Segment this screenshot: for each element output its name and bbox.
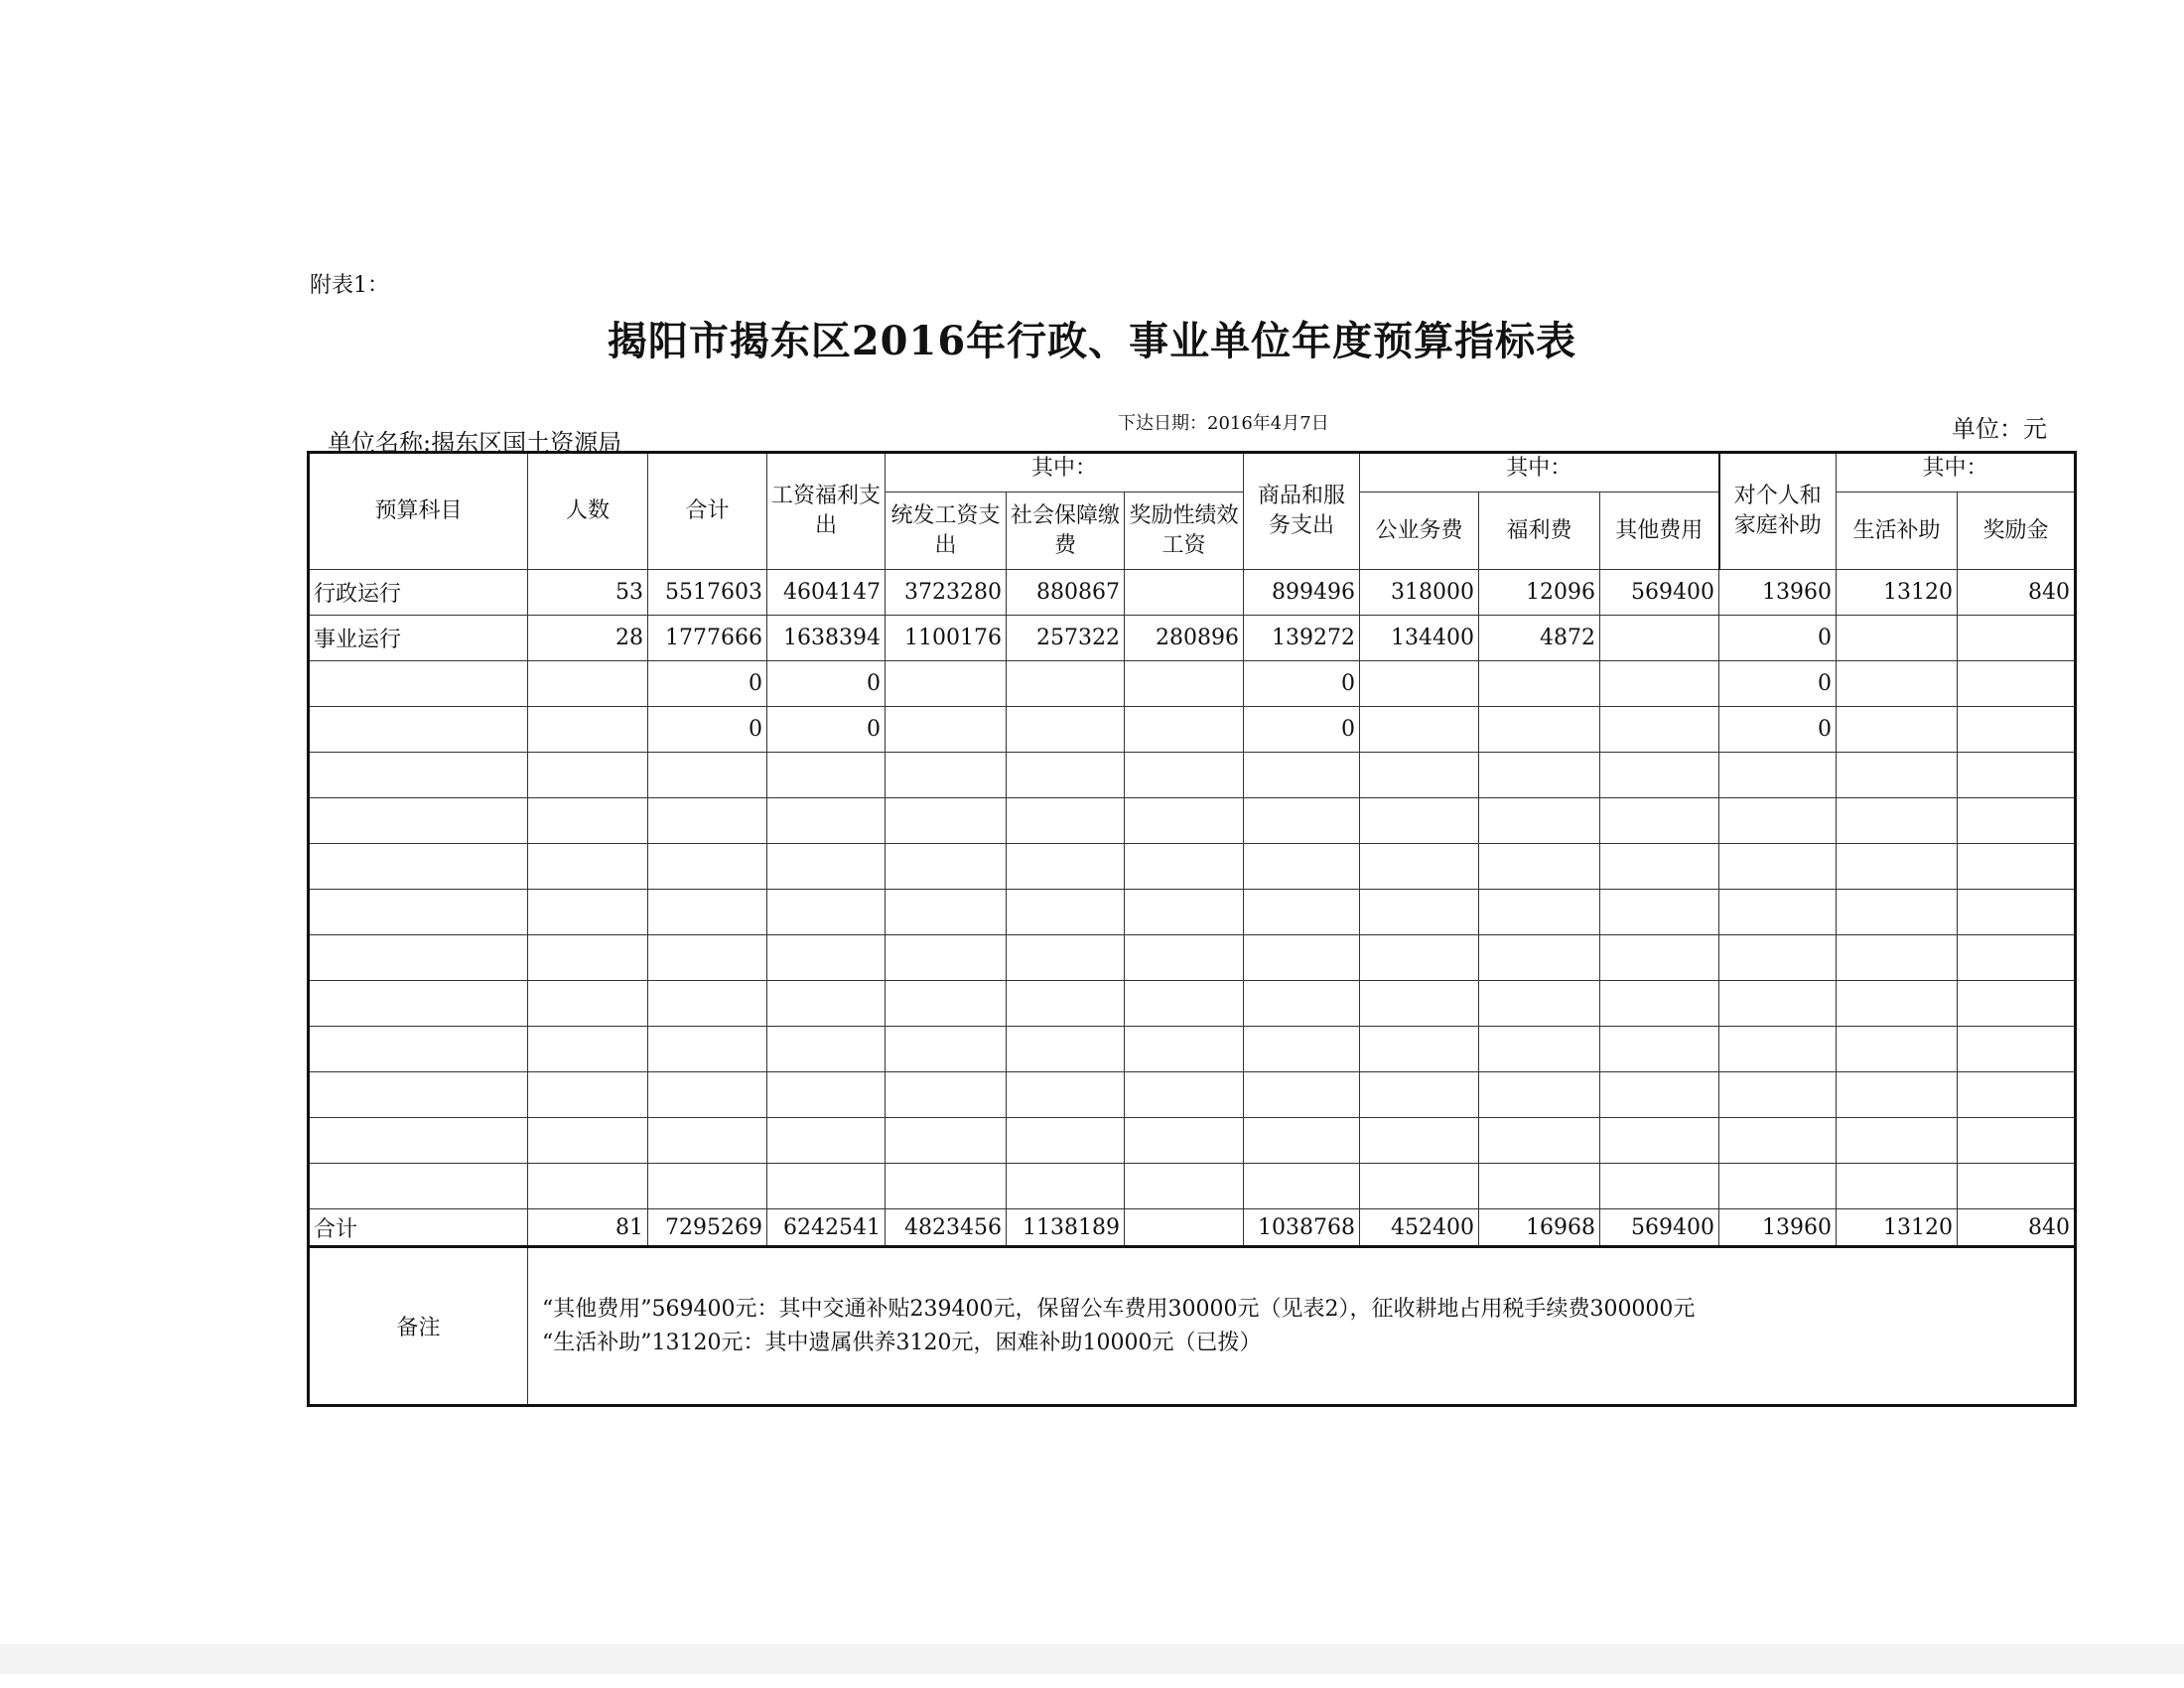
table-cell xyxy=(309,753,528,798)
table-body xyxy=(309,570,2076,1209)
table-cell xyxy=(528,707,648,753)
table-row xyxy=(309,1072,2076,1118)
table-cell xyxy=(1125,890,1244,935)
header-goods-services: 商品和服务支出 xyxy=(1244,453,1360,570)
table-cell xyxy=(886,753,1007,798)
header-of-which-1: 其中： xyxy=(886,453,1244,492)
table-cell xyxy=(1837,1072,1958,1118)
total-row xyxy=(309,1209,2076,1247)
table-cell: 0 xyxy=(1719,616,1837,661)
attachment-label: 附表1： xyxy=(310,273,389,298)
table-cell xyxy=(1125,935,1244,981)
table-cell xyxy=(309,981,528,1027)
total-cell: 4823456 xyxy=(886,1209,1007,1247)
table-cell xyxy=(1719,798,1837,844)
table-cell xyxy=(1837,981,1958,1027)
table-cell xyxy=(1007,707,1125,753)
table-cell xyxy=(1125,981,1244,1027)
table-row xyxy=(309,1164,2076,1209)
header-headcount: 人数 xyxy=(528,453,648,570)
table-cell xyxy=(1479,1164,1600,1209)
table-cell xyxy=(1600,1118,1719,1164)
table-cell xyxy=(1007,981,1125,1027)
header-performance-pay: 奖励性绩效工资 xyxy=(1125,492,1244,570)
table-cell: 318000 xyxy=(1360,570,1479,616)
header-office-fees: 公业务费 xyxy=(1360,492,1479,570)
table-cell xyxy=(648,1164,767,1209)
table-cell xyxy=(1360,753,1479,798)
table-cell xyxy=(1007,844,1125,890)
table-cell xyxy=(1958,798,2076,844)
table-cell: 事业运行 xyxy=(309,616,528,661)
table-cell xyxy=(1719,753,1837,798)
table-cell xyxy=(1837,1027,1958,1072)
table-cell xyxy=(1007,1072,1125,1118)
table-cell xyxy=(1719,1072,1837,1118)
table-cell xyxy=(1958,753,2076,798)
table-cell xyxy=(309,844,528,890)
table-row xyxy=(309,935,2076,981)
issue-date: 下达日期：2016年4月7日 xyxy=(1118,413,1329,434)
table-cell xyxy=(1244,844,1360,890)
table-cell: 257322 xyxy=(1007,616,1125,661)
table-cell xyxy=(1360,890,1479,935)
header-living-subsidy: 生活补助 xyxy=(1837,492,1958,570)
table-cell xyxy=(1007,753,1125,798)
table-cell xyxy=(309,890,528,935)
table-cell xyxy=(648,753,767,798)
table-cell xyxy=(1837,753,1958,798)
table-cell xyxy=(1600,935,1719,981)
table-cell xyxy=(528,1027,648,1072)
table-cell xyxy=(1958,890,2076,935)
header-bonus: 奖励金 xyxy=(1958,492,2076,570)
table-cell xyxy=(648,1118,767,1164)
table-cell xyxy=(1600,844,1719,890)
notes-content xyxy=(528,1247,2076,1406)
table-cell xyxy=(1719,1164,1837,1209)
table-cell: 行政运行 xyxy=(309,570,528,616)
table-cell xyxy=(309,935,528,981)
table-cell xyxy=(1360,844,1479,890)
table-cell xyxy=(1125,1027,1244,1072)
table-cell xyxy=(886,1072,1007,1118)
currency-unit: 单位：元 xyxy=(1952,415,2047,443)
table-row xyxy=(309,1027,2076,1072)
table-cell xyxy=(1479,753,1600,798)
table-cell xyxy=(767,1027,886,1072)
total-cell: 7295269 xyxy=(648,1209,767,1247)
table-cell xyxy=(528,890,648,935)
table-cell xyxy=(767,753,886,798)
table-cell xyxy=(1600,798,1719,844)
table-cell: 4872 xyxy=(1479,616,1600,661)
table-cell xyxy=(1125,707,1244,753)
table-cell xyxy=(1244,753,1360,798)
table-cell xyxy=(767,1072,886,1118)
table-cell: 4604147 xyxy=(767,570,886,616)
table-cell xyxy=(1479,1027,1600,1072)
table-cell xyxy=(1600,890,1719,935)
table-cell: 569400 xyxy=(1600,570,1719,616)
table-cell xyxy=(1600,616,1719,661)
table-cell xyxy=(1958,661,2076,707)
header-of-which-3: 其中： xyxy=(1837,453,2076,492)
table-cell: 880867 xyxy=(1007,570,1125,616)
table-cell xyxy=(1958,1072,2076,1118)
header-welfare-fees: 福利费 xyxy=(1479,492,1600,570)
table-cell xyxy=(1125,570,1244,616)
table-cell xyxy=(528,1072,648,1118)
table-cell: 0 xyxy=(1244,707,1360,753)
table-row xyxy=(309,616,2076,661)
table-cell xyxy=(1958,1118,2076,1164)
table-cell xyxy=(886,1027,1007,1072)
total-label: 合计 xyxy=(309,1209,528,1247)
table-cell: 0 xyxy=(648,707,767,753)
table-cell xyxy=(528,844,648,890)
table-cell xyxy=(1600,1072,1719,1118)
table-cell xyxy=(886,661,1007,707)
table-cell: 280896 xyxy=(1125,616,1244,661)
header-individual-subsidy: 对个人和家庭补助 xyxy=(1719,453,1837,570)
table-cell xyxy=(1837,890,1958,935)
table-cell xyxy=(1360,1164,1479,1209)
notes-label: 备注 xyxy=(309,1247,528,1406)
table-cell: 1777666 xyxy=(648,616,767,661)
table-cell xyxy=(1125,1164,1244,1209)
table-cell xyxy=(1007,798,1125,844)
table-cell xyxy=(886,1164,1007,1209)
table-cell xyxy=(1125,753,1244,798)
note-line: “生活补助”13120元：其中遗属供养3120元，困难补助10000元（已拨） xyxy=(542,1330,1262,1355)
table-row xyxy=(309,707,2076,753)
table-cell: 1100176 xyxy=(886,616,1007,661)
table-cell xyxy=(1719,1118,1837,1164)
table-cell xyxy=(309,1072,528,1118)
note-line: “其他费用”569400元：其中交通补贴239400元，保留公车费用30000元（见表2），征收耕地占用税手续费300000元 xyxy=(542,1296,1696,1322)
table-cell: 28 xyxy=(528,616,648,661)
table-cell xyxy=(1958,1164,2076,1209)
table-cell xyxy=(1244,1027,1360,1072)
table-row xyxy=(309,1118,2076,1164)
table-row xyxy=(309,661,2076,707)
table-cell xyxy=(1479,935,1600,981)
table-cell xyxy=(309,707,528,753)
table-cell: 0 xyxy=(648,661,767,707)
table-row xyxy=(309,981,2076,1027)
table-cell xyxy=(1479,844,1600,890)
table-cell xyxy=(1244,935,1360,981)
table-cell xyxy=(648,890,767,935)
table-cell xyxy=(1479,1072,1600,1118)
table-cell xyxy=(1360,661,1479,707)
table-cell: 5517603 xyxy=(648,570,767,616)
table-cell xyxy=(1837,798,1958,844)
scan-bottom-band xyxy=(0,1644,2184,1674)
table-cell xyxy=(1360,935,1479,981)
table-cell xyxy=(1600,661,1719,707)
table-cell xyxy=(1479,1118,1600,1164)
table-cell: 12096 xyxy=(1479,570,1600,616)
table-cell xyxy=(1360,1072,1479,1118)
table-cell xyxy=(1007,1164,1125,1209)
table-cell xyxy=(1837,661,1958,707)
table-cell xyxy=(1719,844,1837,890)
table-row xyxy=(309,890,2076,935)
table-cell xyxy=(309,661,528,707)
table-cell xyxy=(1007,661,1125,707)
table-cell xyxy=(1600,1164,1719,1209)
table-cell xyxy=(886,707,1007,753)
table-cell xyxy=(648,1072,767,1118)
total-cell: 1038768 xyxy=(1244,1209,1360,1247)
header-unified-wages: 统发工资支出 xyxy=(886,492,1007,570)
table-cell: 3723280 xyxy=(886,570,1007,616)
table-cell xyxy=(1719,981,1837,1027)
table-cell xyxy=(886,1118,1007,1164)
total-cell: 1138189 xyxy=(1007,1209,1125,1247)
table-cell: 13960 xyxy=(1719,570,1837,616)
table-cell xyxy=(1958,1027,2076,1072)
table-cell xyxy=(528,1118,648,1164)
table-cell xyxy=(1837,844,1958,890)
table-cell xyxy=(1360,1118,1479,1164)
total-cell: 81 xyxy=(528,1209,648,1247)
table-cell xyxy=(1244,890,1360,935)
budget-table xyxy=(307,451,2077,1407)
table-cell xyxy=(1958,935,2076,981)
table-cell xyxy=(1007,1118,1125,1164)
table-cell xyxy=(1837,616,1958,661)
table-cell xyxy=(1007,1027,1125,1072)
table-cell xyxy=(648,935,767,981)
table-cell xyxy=(1479,798,1600,844)
table-cell xyxy=(1600,753,1719,798)
table-cell xyxy=(1360,707,1479,753)
table-cell xyxy=(1719,935,1837,981)
header-wage-welfare: 工资福利支出 xyxy=(767,453,886,570)
table-cell xyxy=(1125,1072,1244,1118)
table-cell xyxy=(767,890,886,935)
table-cell xyxy=(1600,1027,1719,1072)
table-cell xyxy=(1479,890,1600,935)
table-cell xyxy=(1125,798,1244,844)
table-cell xyxy=(1958,981,2076,1027)
table-cell xyxy=(309,1027,528,1072)
table-cell xyxy=(309,1118,528,1164)
table-cell xyxy=(1244,981,1360,1027)
total-cell: 6242541 xyxy=(767,1209,886,1247)
table-cell xyxy=(648,844,767,890)
total-cell: 569400 xyxy=(1600,1209,1719,1247)
table-cell xyxy=(1837,1164,1958,1209)
table-cell xyxy=(1719,890,1837,935)
table-cell xyxy=(528,661,648,707)
table-cell xyxy=(1479,981,1600,1027)
total-cell: 452400 xyxy=(1360,1209,1479,1247)
table-cell: 134400 xyxy=(1360,616,1479,661)
table-cell xyxy=(1600,707,1719,753)
table-cell: 139272 xyxy=(1244,616,1360,661)
table-row xyxy=(309,844,2076,890)
table-cell xyxy=(1007,890,1125,935)
table-cell xyxy=(528,1164,648,1209)
table-cell: 53 xyxy=(528,570,648,616)
table-cell xyxy=(1007,935,1125,981)
table-cell xyxy=(648,1027,767,1072)
table-cell: 0 xyxy=(1719,707,1837,753)
total-cell: 13960 xyxy=(1719,1209,1837,1247)
header-total: 合计 xyxy=(648,453,767,570)
table-cell xyxy=(767,844,886,890)
table-cell: 899496 xyxy=(1244,570,1360,616)
table-cell xyxy=(309,1164,528,1209)
table-cell: 0 xyxy=(1244,661,1360,707)
table-cell xyxy=(309,798,528,844)
table-cell xyxy=(886,844,1007,890)
table-cell xyxy=(528,798,648,844)
table-cell xyxy=(886,935,1007,981)
table-cell xyxy=(1719,1027,1837,1072)
header-social-security: 社会保障缴费 xyxy=(1007,492,1125,570)
table-cell xyxy=(886,890,1007,935)
table-cell xyxy=(1244,1072,1360,1118)
table-cell: 840 xyxy=(1958,570,2076,616)
table-cell xyxy=(1958,616,2076,661)
table-cell xyxy=(1125,1118,1244,1164)
header-other-fees: 其他费用 xyxy=(1600,492,1719,570)
table-cell xyxy=(767,981,886,1027)
table-cell: 0 xyxy=(767,661,886,707)
total-cell: 16968 xyxy=(1479,1209,1600,1247)
table-cell xyxy=(1958,844,2076,890)
total-cell xyxy=(1125,1209,1244,1247)
table-cell xyxy=(767,1118,886,1164)
table-cell xyxy=(528,935,648,981)
table-cell xyxy=(886,798,1007,844)
table-cell: 1638394 xyxy=(767,616,886,661)
document-title: 揭阳市揭东区2016年行政、事业单位年度预算指标表 xyxy=(607,318,1577,364)
table-cell xyxy=(1600,981,1719,1027)
table-row xyxy=(309,753,2076,798)
table-cell xyxy=(648,798,767,844)
table-cell xyxy=(1479,661,1600,707)
table-cell xyxy=(1479,707,1600,753)
table-cell xyxy=(1360,798,1479,844)
table-cell xyxy=(1360,1027,1479,1072)
table-cell: 13120 xyxy=(1837,570,1958,616)
table-cell xyxy=(767,798,886,844)
table-cell xyxy=(1360,981,1479,1027)
table-cell xyxy=(528,981,648,1027)
table-cell xyxy=(1244,1164,1360,1209)
table-cell xyxy=(767,935,886,981)
table-cell xyxy=(528,753,648,798)
table-row xyxy=(309,798,2076,844)
table-cell xyxy=(1958,707,2076,753)
table-cell xyxy=(1837,935,1958,981)
table-cell xyxy=(1837,707,1958,753)
unit-name: 单位名称:揭东区国土资源局 xyxy=(328,429,622,457)
table-cell: 0 xyxy=(1719,661,1837,707)
table-cell xyxy=(1125,661,1244,707)
header-budget-item: 预算科目 xyxy=(309,453,528,570)
total-cell: 840 xyxy=(1958,1209,2076,1247)
table-cell xyxy=(767,1164,886,1209)
table-cell xyxy=(648,981,767,1027)
table-cell xyxy=(1837,1118,1958,1164)
table-row xyxy=(309,570,2076,616)
table-cell xyxy=(1244,798,1360,844)
table-cell xyxy=(1125,844,1244,890)
header-of-which-2: 其中： xyxy=(1360,453,1719,492)
total-cell: 13120 xyxy=(1837,1209,1958,1247)
table-cell xyxy=(886,981,1007,1027)
table-cell: 0 xyxy=(767,707,886,753)
table-cell xyxy=(1244,1118,1360,1164)
